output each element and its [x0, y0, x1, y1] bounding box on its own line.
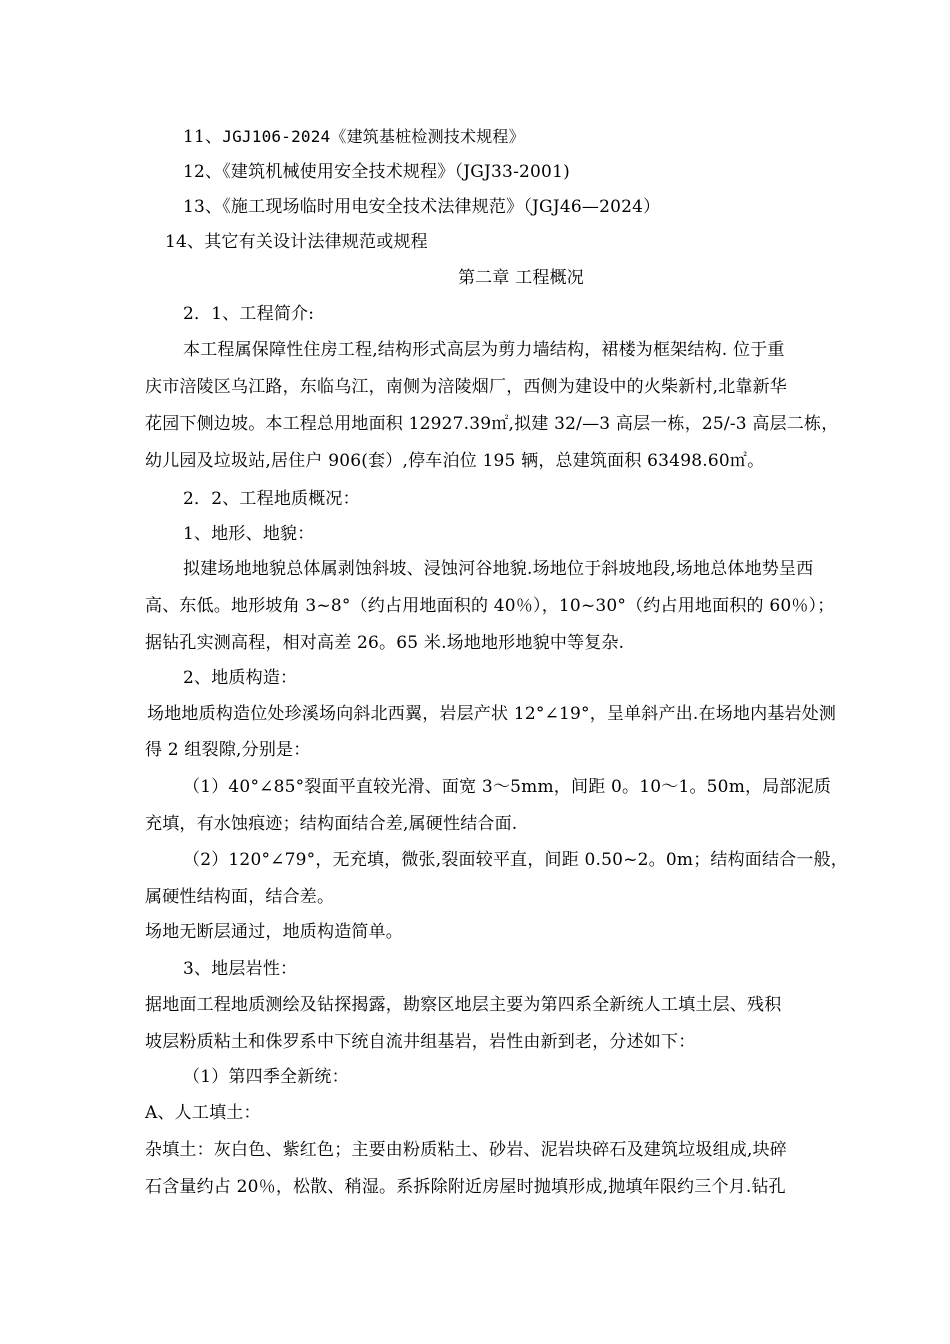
artificial-fill-heading: A、人工填土：: [145, 1103, 261, 1123]
project-intro-line-1: 本工程属保障性住房工程,结构形式高层为剪力墙结构，裙楼为框架结构. 位于重: [183, 340, 785, 360]
project-intro-line-4: 幼儿园及垃圾站,居住户 906(套）,停车泊位 195 辆，总建筑面积 63498.60㎡。: [145, 451, 765, 471]
geology-structure-heading: 2、地质构造：: [183, 668, 298, 688]
stratigraphy-line-2: 坡层粉质粘土和侏罗系中下统自流井组基岩，岩性由新到老，分述如下：: [145, 1032, 696, 1052]
reference-item-11: [183, 125, 525, 149]
geology-structure-line-2: 得 2 组裂隙,分别是：: [145, 740, 311, 760]
quaternary-heading: （1）第四季全新统：: [183, 1067, 349, 1087]
reference-item-11-text: JGJ106-2024《建筑基桩检测技术规程》: [222, 127, 525, 146]
reference-item-13: 13、《施工现场临时用电安全技术法律规范》（JGJ46—2024）: [183, 197, 661, 217]
crack-2-line-1: （2）120°∠79°，无充填，微张,裂面较平直，间距 0.50~2。0m；结构面结合一般，: [183, 850, 848, 870]
fault-note: 场地无断层通过，地质构造简单。: [145, 922, 403, 942]
terrain-line-1: 拟建场地地貌总体属剥蚀斜坡、浸蚀河谷地貌.场地位于斜坡地段,场地总体地势呈西: [183, 559, 814, 579]
miscellaneous-fill-line-1: 杂填土：灰白色、紫红色；主要由粉质粘土、砂岩、泥岩块碎石及建筑垃圾组成,块碎: [145, 1140, 788, 1160]
crack-1-line-1: （1）40°∠85°裂面平直较光滑、面宽 3～5mm，间距 0。10～1。50m，局部泥质: [183, 777, 832, 797]
section-2-1-heading: 2．1、工程简介:: [183, 304, 315, 324]
stratigraphy-heading: 3、地层岩性：: [183, 959, 298, 979]
reference-item-14: 14、其它有关设计法律规范或规程: [165, 232, 428, 252]
terrain-heading: 1、地形、地貌：: [183, 524, 315, 544]
miscellaneous-fill-line-2: 石含量约占 20％，松散、稍湿。系拆除附近房屋时抛填形成,抛填年限约三个月.钻孔: [145, 1177, 786, 1197]
reference-item-12: 12、《建筑机械使用安全技术规程》（JGJ33-2001): [183, 162, 570, 182]
terrain-line-3: 据钻孔实测高程，相对高差 26。65 米.场地地形地貌中等复杂.: [145, 633, 625, 653]
project-intro-line-3: 花园下侧边坡。本工程总用地面积 12927.39㎡,拟建 32/—3 高层一栋，25/-3 高层二栋，: [145, 414, 839, 434]
crack-2-line-2: 属硬性结构面，结合差。: [145, 887, 335, 907]
stratigraphy-line-1: 据地面工程地质测绘及钻探揭露，勘察区地层主要为第四系全新统人工填土层、残积: [145, 995, 782, 1015]
section-2-2-heading: 2．2、工程地质概况：: [183, 489, 360, 509]
terrain-line-2: 高、东低。地形坡角 3~8°（约占用地面积的 40％），10~30°（约占用地面积的 60％）；: [145, 596, 835, 616]
project-intro-line-2: 庆市涪陵区乌江路，东临乌江，南侧为涪陵烟厂，西侧为建设中的火柴新村,北靠新华: [145, 377, 788, 397]
chapter-title: 第二章 工程概况: [457, 268, 584, 288]
crack-1-line-2: 充填，有水蚀痕迹；结构面结合差,属硬性结合面.: [145, 814, 518, 834]
geology-structure-line-1: 场地地质构造位处珍溪场向斜北西翼，岩层产状 12°∠19°，呈单斜产出.在场地内基岩处测: [147, 704, 837, 724]
reference-item-11-number: 11、: [183, 127, 223, 147]
